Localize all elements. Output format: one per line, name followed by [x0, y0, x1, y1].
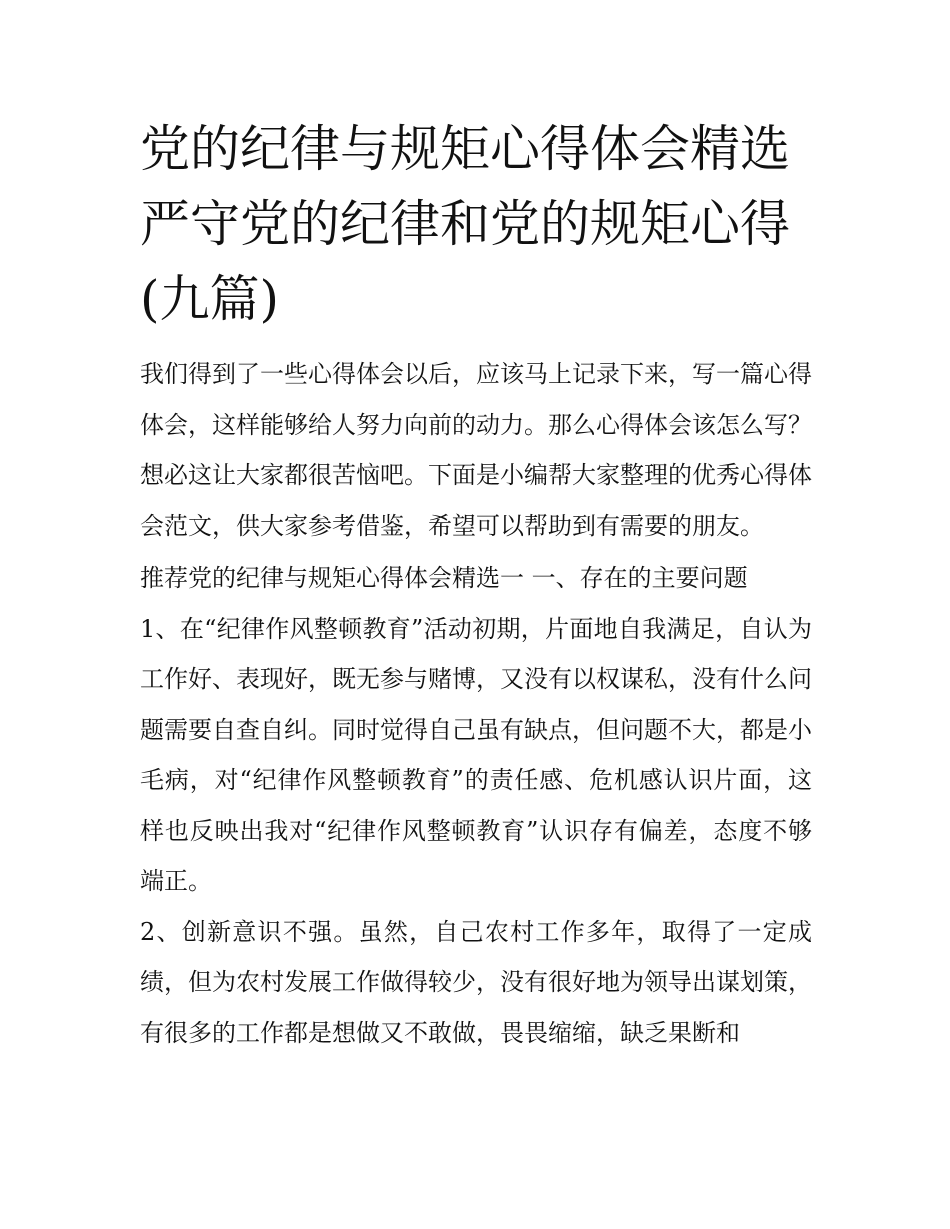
body-paragraph-2: 2、创新意识不强。虽然，自己农村工作多年，取得了一定成绩，但为农村发展工作做得较少，没有很好地为领导出谋划策，有很多的工作都是想做又不敢做，畏畏缩缩，缺乏果断和	[140, 917, 812, 1047]
document-title: 党的纪律与规矩心得体会精选严守党的纪律和党的规矩心得(九篇)	[140, 120, 790, 328]
document-page	[140, 112, 812, 1058]
body-paragraph-1: 1、在“纪律作风整顿教育”活动初期，片面地自我满足，自认为工作好、表现好，既无参与赌博，又没有以权谋私，没有什么问题需要自查自纠。同时觉得自己虽有缺点，但问题不大，都是小毛病，对“纪律作风整顿教育”的责任感、危机感认识片面，这样也反映出我对“纪律作风整顿教育”认识存有偏差，态度不够端正。	[140, 614, 812, 895]
intro-paragraph: 我们得到了一些心得体会以后，应该马上记录下来，写一篇心得体会，这样能够给人努力向前的动力。那么心得体会该怎么写？想必这让大家都很苦恼吧。下面是小编帮大家整理的优秀心得体会范文，供大家参考借鉴，希望可以帮助到有需要的朋友。	[140, 360, 812, 540]
section-subheading: 推荐党的纪律与规矩心得体会精选一 一、存在的主要问题	[140, 564, 748, 592]
